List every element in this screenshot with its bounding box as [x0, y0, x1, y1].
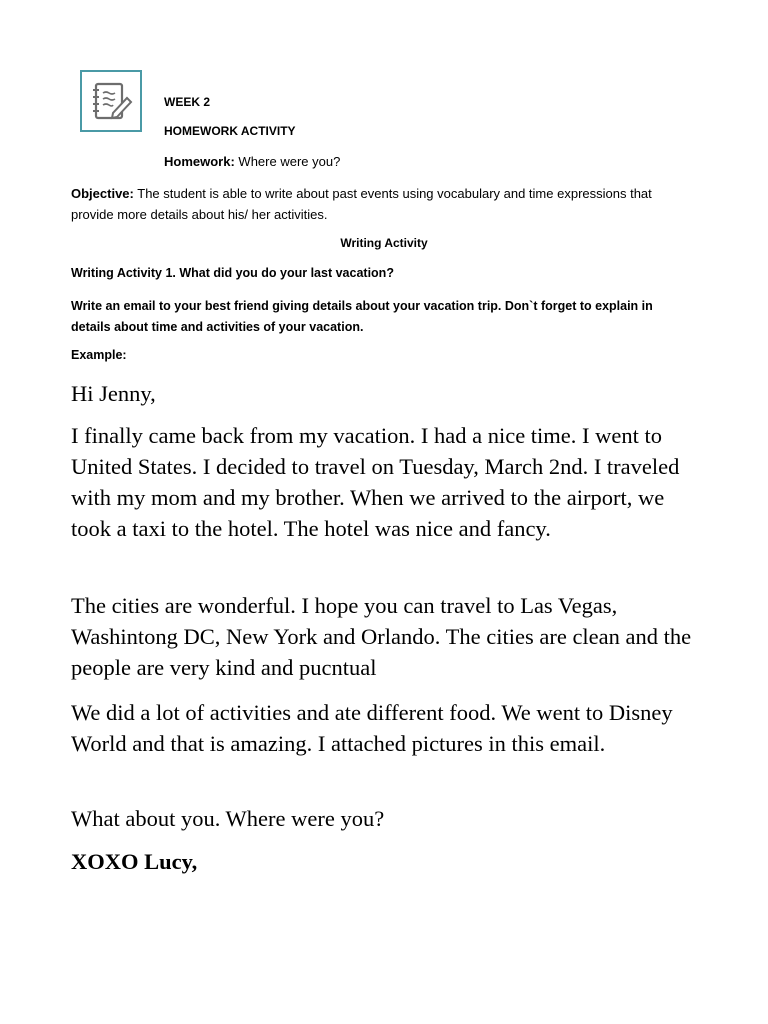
instructions-paragraph: Write an email to your best friend giving details about your vacation trip. Don`t forget to explain in details about time and activities of your vacation. — [71, 299, 653, 334]
homework-line — [164, 154, 340, 169]
homework-label: Homework: — [164, 154, 235, 169]
objective-paragraph — [71, 183, 691, 225]
homework-title: Where were you? — [238, 154, 341, 169]
objective-text: The student is able to write about past events using vocabulary and time expressions that provide more details about his/ her activities. — [71, 186, 652, 222]
notebook-pencil-icon — [90, 80, 134, 124]
letter-paragraph-3: We did a lot of activities and ate different food. We went to Disney World and that is amazing. I attached pictures in this email. — [71, 700, 673, 756]
letter-closing-question: What about you. Where were you? — [71, 806, 385, 831]
letter-paragraph-2: The cities are wonderful. I hope you can travel to Las Vegas, Washintong DC, New York and Orlando. The cities are clean and the people are very kind and pucntual — [71, 593, 692, 680]
letter-paragraph-1: I finally came back from my vacation. I had a nice time. I went to United States. I decided to travel on Tuesday, March 2nd. I traveled with my mom and my brother. When we arrived to the airport, we took a taxi to the hotel. The hotel was nice and fancy. — [71, 423, 680, 541]
section-title: Writing Activity — [340, 236, 428, 250]
letter-greeting: Hi Jenny, — [71, 381, 156, 406]
activity-question: Writing Activity 1. What did you do your last vacation? — [71, 266, 394, 280]
letter-signoff: XOXO Lucy, — [71, 849, 198, 874]
homework-notebook-icon — [80, 70, 142, 132]
activity-type-label: HOMEWORK ACTIVITY — [164, 124, 296, 138]
objective-label: Objective: — [71, 186, 134, 201]
example-label: Example: — [71, 348, 127, 362]
week-label: WEEK 2 — [164, 95, 211, 109]
